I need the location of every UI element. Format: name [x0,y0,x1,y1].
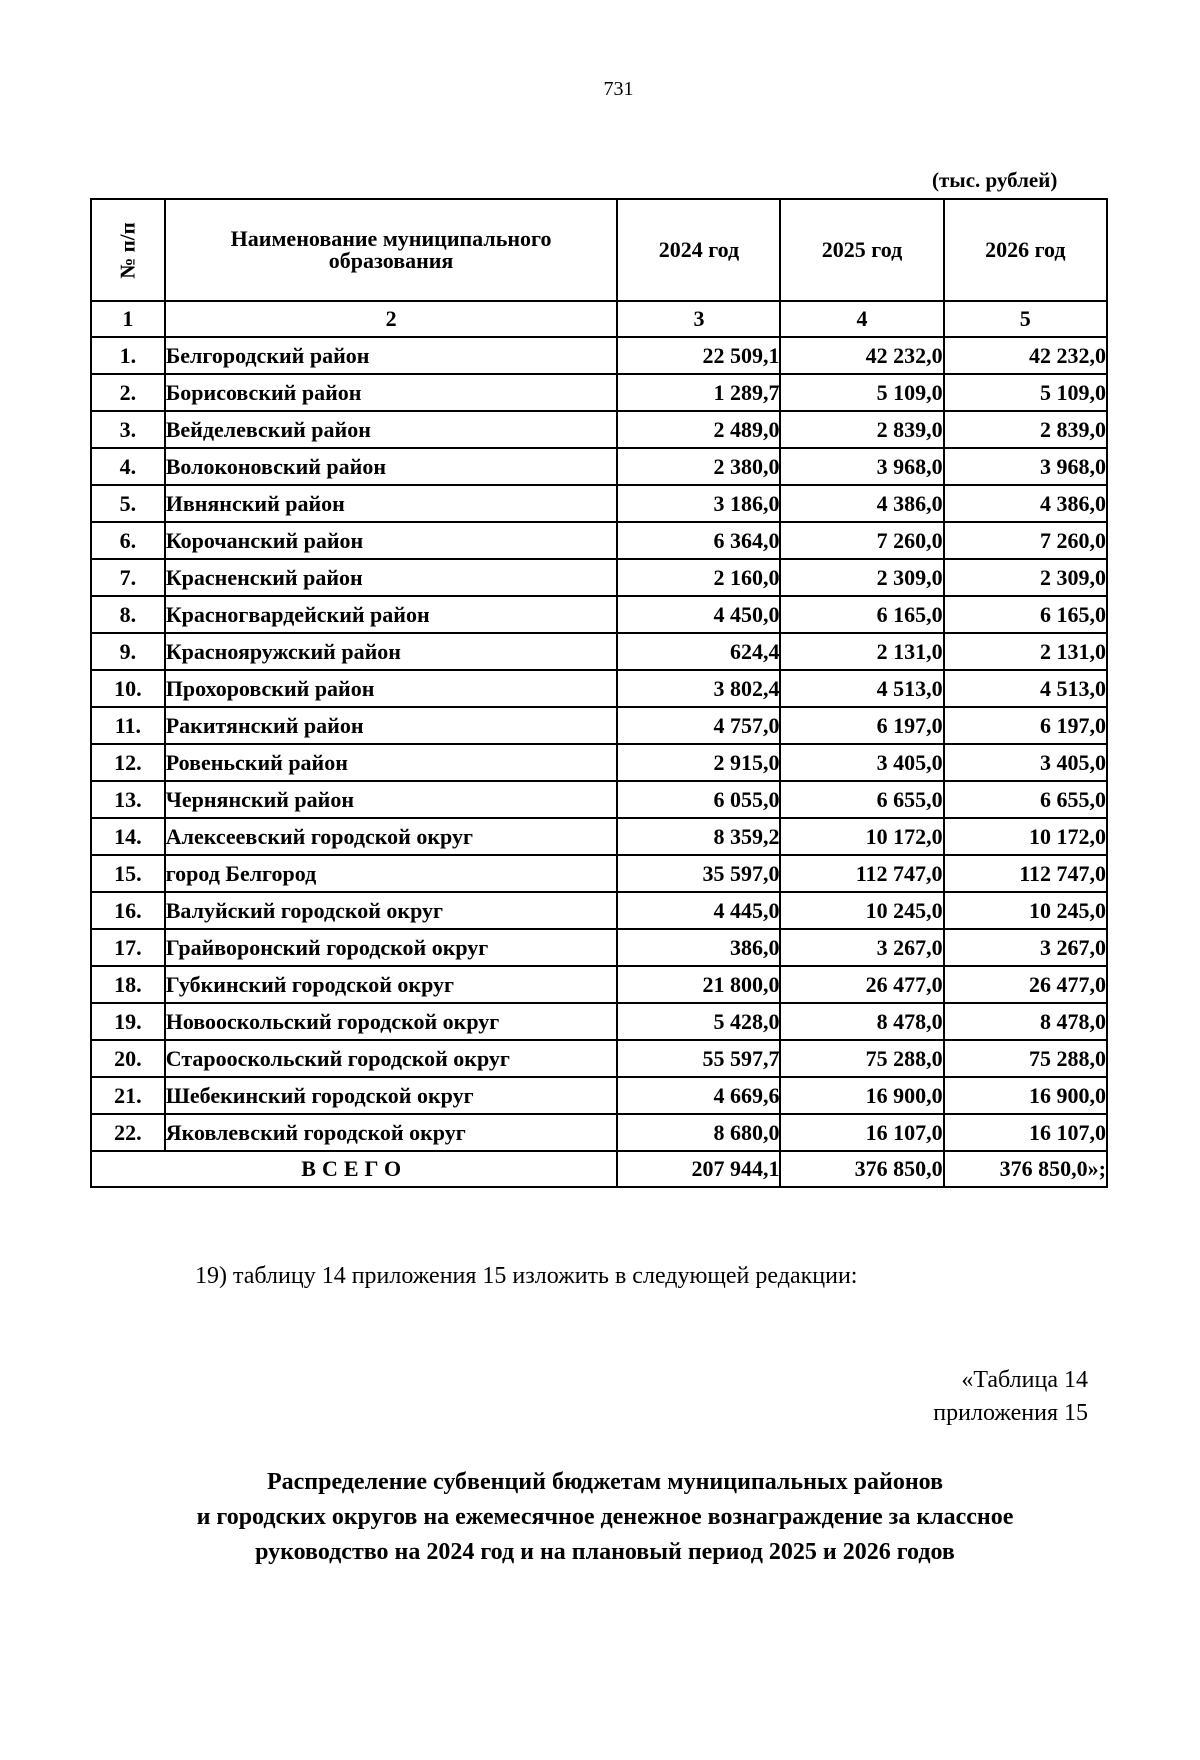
row-value-2026: 6 655,0 [944,781,1107,818]
row-value-2025: 3 267,0 [780,929,943,966]
row-value-2025: 10 172,0 [780,818,943,855]
row-value-2025: 6 655,0 [780,781,943,818]
heading-line1: Распределение субвенций бюджетам муниципальных районов [266,1469,944,1495]
row-value-2024: 35 597,0 [617,855,780,892]
row-number: 9. [91,633,165,670]
column-index-cell: 2 [165,301,618,337]
row-value-2025: 3 968,0 [780,448,943,485]
row-value-2024: 3 186,0 [617,485,780,522]
column-index-cell: 5 [944,301,1107,337]
row-number: 3. [91,411,165,448]
column-index-cell: 1 [91,301,165,337]
row-number: 16. [91,892,165,929]
row-value-2024: 6 055,0 [617,781,780,818]
row-value-2026: 4 386,0 [944,485,1107,522]
table-row [91,374,1107,411]
row-number: 21. [91,1077,165,1114]
row-name: Красногвардейский район [165,596,618,633]
row-value-2025: 7 260,0 [780,522,943,559]
row-value-2026: 7 260,0 [944,522,1107,559]
row-value-2024: 8 680,0 [617,1114,780,1151]
row-value-2024: 6 364,0 [617,522,780,559]
row-value-2026: 112 747,0 [944,855,1107,892]
row-name: Ракитянский район [165,707,618,744]
row-name: Грайворонский городской округ [165,929,618,966]
row-name: Белгородский район [165,337,618,374]
table-row [91,781,1107,818]
row-value-2024: 624,4 [617,633,780,670]
total-2026: 376 850,0»; [944,1151,1107,1187]
header-2026: 2026 год [944,199,1107,301]
table-row [91,744,1107,781]
total-2025: 376 850,0 [780,1151,943,1187]
document-heading [0,1465,1200,1570]
total-label: ВСЕГО [91,1151,617,1187]
row-name: Старооскольский городской округ [165,1040,618,1077]
row-value-2025: 4 386,0 [780,485,943,522]
column-index-cell: 4 [780,301,943,337]
column-index-row [91,301,1107,337]
row-value-2024: 2 915,0 [617,744,780,781]
row-value-2024: 2 160,0 [617,559,780,596]
row-value-2025: 10 245,0 [780,892,943,929]
row-number: 6. [91,522,165,559]
table-row [91,448,1107,485]
row-name: Корочанский район [165,522,618,559]
row-value-2024: 21 800,0 [617,966,780,1003]
row-value-2025: 2 131,0 [780,633,943,670]
row-value-2026: 16 900,0 [944,1077,1107,1114]
row-name: Валуйский городской округ [165,892,618,929]
row-value-2024: 4 450,0 [617,596,780,633]
row-value-2025: 75 288,0 [780,1040,943,1077]
table-row [91,855,1107,892]
row-name: Ивнянский район [165,485,618,522]
row-value-2026: 6 165,0 [944,596,1107,633]
heading-line2: и городских округов на ежемесячное денежное вознаграждение за классное [196,1504,1014,1530]
row-value-2025: 16 900,0 [780,1077,943,1114]
table-reference [933,1364,1088,1430]
row-number: 20. [91,1040,165,1077]
row-value-2026: 2 839,0 [944,411,1107,448]
row-number: 10. [91,670,165,707]
row-value-2024: 5 428,0 [617,1003,780,1040]
row-name: Яковлевский городской округ [165,1114,618,1151]
column-index-cell: 3 [617,301,780,337]
row-number: 4. [91,448,165,485]
row-value-2026: 75 288,0 [944,1040,1107,1077]
row-value-2024: 4 669,6 [617,1077,780,1114]
row-number: 22. [91,1114,165,1151]
table-row [91,1040,1107,1077]
row-number: 1. [91,337,165,374]
header-2024: 2024 год [617,199,780,301]
row-value-2025: 8 478,0 [780,1003,943,1040]
row-value-2024: 55 597,7 [617,1040,780,1077]
table-row [91,670,1107,707]
table-body [91,337,1107,1151]
row-value-2026: 2 131,0 [944,633,1107,670]
row-name: Прохоровский район [165,670,618,707]
row-value-2026: 2 309,0 [944,559,1107,596]
row-value-2025: 6 197,0 [780,707,943,744]
row-number: 11. [91,707,165,744]
total-2024: 207 944,1 [617,1151,780,1187]
row-value-2026: 16 107,0 [944,1114,1107,1151]
row-value-2026: 5 109,0 [944,374,1107,411]
row-name: Борисовский район [165,374,618,411]
instruction-text: 19) таблицу 14 приложения 15 изложить в следующей редакции: [195,1263,858,1289]
row-number: 12. [91,744,165,781]
total-row [91,1151,1107,1187]
row-value-2024: 8 359,2 [617,818,780,855]
row-value-2025: 112 747,0 [780,855,943,892]
table-row [91,633,1107,670]
row-value-2026: 26 477,0 [944,966,1107,1003]
row-name: Алексеевский городской округ [165,818,618,855]
row-name: Краснояружский район [165,633,618,670]
row-value-2025: 26 477,0 [780,966,943,1003]
table-row [91,337,1107,374]
header-num-label: № п/п [115,222,140,279]
table-row [91,966,1107,1003]
table-row [91,707,1107,744]
table-row [91,1003,1107,1040]
row-value-2026: 10 245,0 [944,892,1107,929]
row-number: 13. [91,781,165,818]
row-number: 17. [91,929,165,966]
table-row [91,596,1107,633]
row-value-2025: 2 839,0 [780,411,943,448]
row-value-2025: 5 109,0 [780,374,943,411]
row-name: Вейделевский район [165,411,618,448]
row-value-2026: 10 172,0 [944,818,1107,855]
row-number: 2. [91,374,165,411]
row-value-2026: 3 968,0 [944,448,1107,485]
header-2025: 2025 год [780,199,943,301]
table-row [91,1114,1107,1151]
table-reference-line2: приложения 15 [933,1400,1088,1426]
row-number: 18. [91,966,165,1003]
heading-line3: руководство на 2024 год и на плановый период 2025 и 2026 годов [255,1539,955,1565]
row-name: Волоконовский район [165,448,618,485]
units-label: (тыс. рублей) [932,168,1058,192]
row-value-2024: 2 489,0 [617,411,780,448]
row-value-2025: 3 405,0 [780,744,943,781]
row-number: 5. [91,485,165,522]
row-value-2024: 22 509,1 [617,337,780,374]
table-row [91,522,1107,559]
table-row [91,892,1107,929]
page-number: 731 [603,78,634,100]
row-value-2025: 16 107,0 [780,1114,943,1151]
table-row [91,485,1107,522]
row-value-2026: 8 478,0 [944,1003,1107,1040]
row-name: Шебекинский городской округ [165,1077,618,1114]
row-value-2025: 6 165,0 [780,596,943,633]
table-reference-line1: «Таблица 14 [961,1367,1088,1393]
row-name: Красненский район [165,559,618,596]
table-row [91,818,1107,855]
row-value-2024: 3 802,4 [617,670,780,707]
row-number: 8. [91,596,165,633]
row-value-2024: 2 380,0 [617,448,780,485]
row-value-2024: 386,0 [617,929,780,966]
row-number: 7. [91,559,165,596]
table-row [91,1077,1107,1114]
row-value-2026: 4 513,0 [944,670,1107,707]
header-num [91,199,165,301]
row-value-2026: 6 197,0 [944,707,1107,744]
row-number: 15. [91,855,165,892]
row-value-2024: 4 445,0 [617,892,780,929]
header-name: Наименование муниципального образования [165,199,618,301]
row-value-2024: 4 757,0 [617,707,780,744]
table-row [91,559,1107,596]
row-value-2024: 1 289,7 [617,374,780,411]
row-name: город Белгород [165,855,618,892]
row-name: Губкинский городской округ [165,966,618,1003]
row-value-2025: 42 232,0 [780,337,943,374]
table-row [91,411,1107,448]
row-value-2025: 2 309,0 [780,559,943,596]
row-value-2025: 4 513,0 [780,670,943,707]
row-name: Ровеньский район [165,744,618,781]
table-header-row [91,199,1107,301]
row-number: 14. [91,818,165,855]
row-value-2026: 42 232,0 [944,337,1107,374]
subsidy-table [90,198,1108,1188]
row-value-2026: 3 405,0 [944,744,1107,781]
row-name: Чернянский район [165,781,618,818]
row-name: Новооскольский городской округ [165,1003,618,1040]
row-value-2026: 3 267,0 [944,929,1107,966]
table-row [91,929,1107,966]
row-number: 19. [91,1003,165,1040]
